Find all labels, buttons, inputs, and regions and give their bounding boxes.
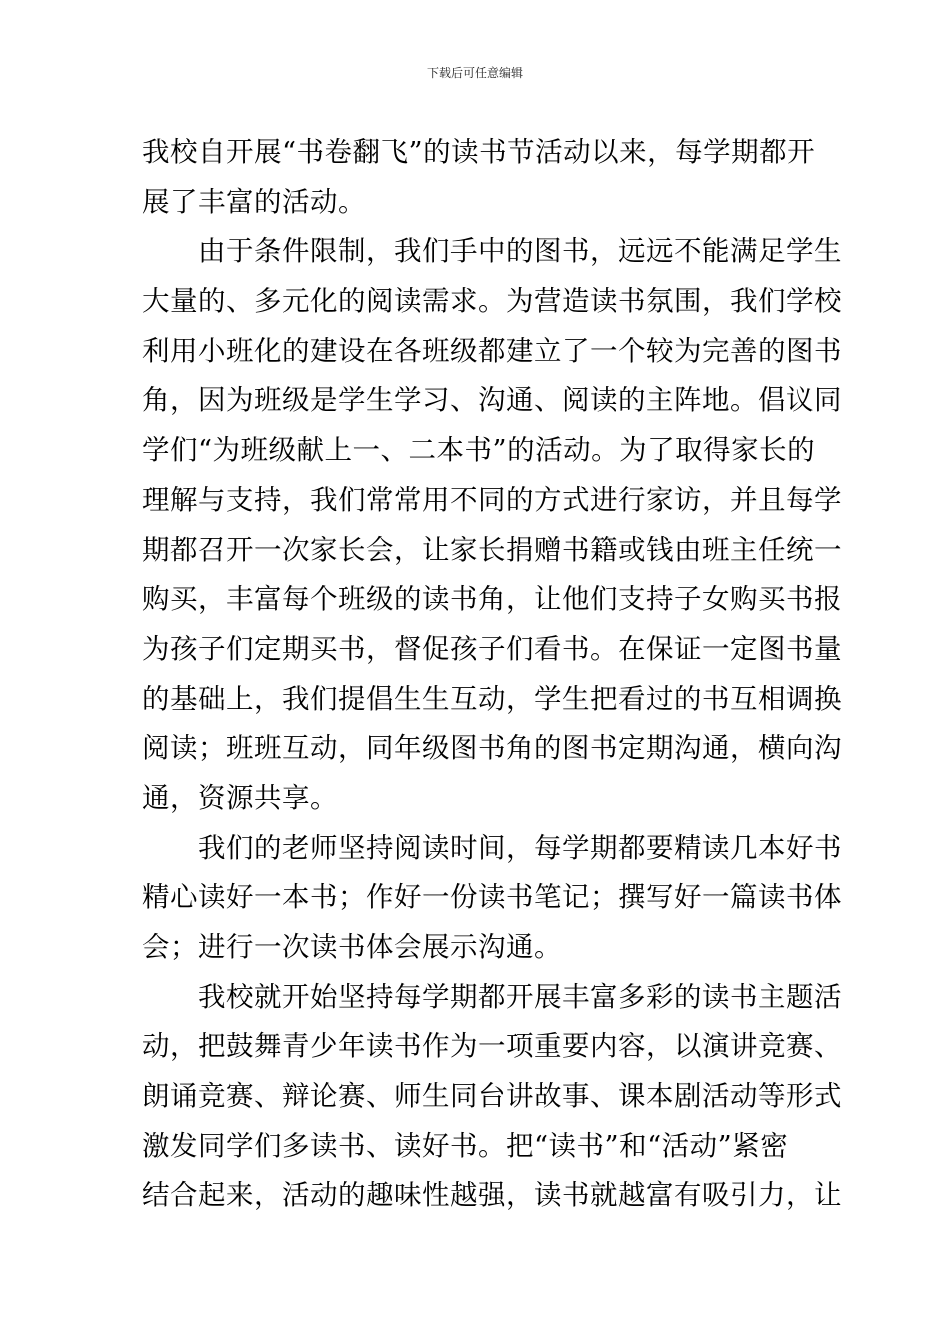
text-line: 购买，丰富每个班级的读书角，让他们支持子女购买书报 — [142, 583, 842, 616]
text-line: 我们的老师坚持阅读时间，每学期都要精读几本好书 — [142, 831, 842, 864]
text-line: 朗诵竞赛、辩论赛、师生同台讲故事、课本剧活动等形式 — [142, 1080, 842, 1113]
text-line: 的基础上，我们提倡生生互动，学生把看过的书互相调换 — [142, 682, 842, 715]
text-line: 动，把鼓舞青少年读书作为一项重要内容，以演讲竞赛、 — [142, 1030, 842, 1063]
page-header: 下载后可任意编辑 — [426, 66, 523, 80]
text-line: 会；进行一次读书体会展示沟通。 — [142, 931, 562, 963]
text-line: 激发同学们多读书、读好书。把“读书”和“活动”紧密 — [142, 1129, 789, 1162]
text-line: 期都召开一次家长会，让家长捐赠书籍或钱由班主任统一 — [142, 533, 842, 566]
text-line: 我校就开始坚持每学期都开展丰富多彩的读书主题活 — [142, 980, 842, 1013]
text-line: 结合起来，活动的趣味性越强，读书就越富有吸引力，让 — [142, 1179, 842, 1212]
text-line: 阅读；班班互动，同年级图书角的图书定期沟通，横向沟 — [142, 732, 842, 765]
text-line: 我校自开展“书卷翻飞”的读书节活动以来，每学期都开 — [142, 136, 816, 168]
text-line: 为孩子们定期买书，督促孩子们看书。在保证一定图书量 — [142, 632, 842, 665]
text-line: 理解与支持，我们常常用不同的方式进行家访，并且每学 — [142, 483, 842, 516]
text-line: 角，因为班级是学生学习、沟通、阅读的主阵地。倡议同 — [142, 384, 842, 417]
text-line: 利用小班化的建设在各班级都建立了一个较为完善的图书 — [142, 334, 842, 367]
text-line: 由于条件限制，我们手中的图书，远远不能满足学生 — [142, 235, 842, 268]
text-line: 精心读好一本书；作好一份读书笔记；撰写好一篇读书体 — [142, 881, 842, 914]
document-body — [142, 128, 842, 1221]
text-line: 大量的、多元化的阅读需求。为营造读书氛围，我们学校 — [142, 285, 842, 318]
text-line: 展了丰富的活动。 — [142, 185, 366, 218]
text-line: 学们“为班级献上一、二本书”的活动。为了取得家长的 — [142, 434, 816, 467]
text-line: 通，资源共享。 — [142, 781, 338, 814]
